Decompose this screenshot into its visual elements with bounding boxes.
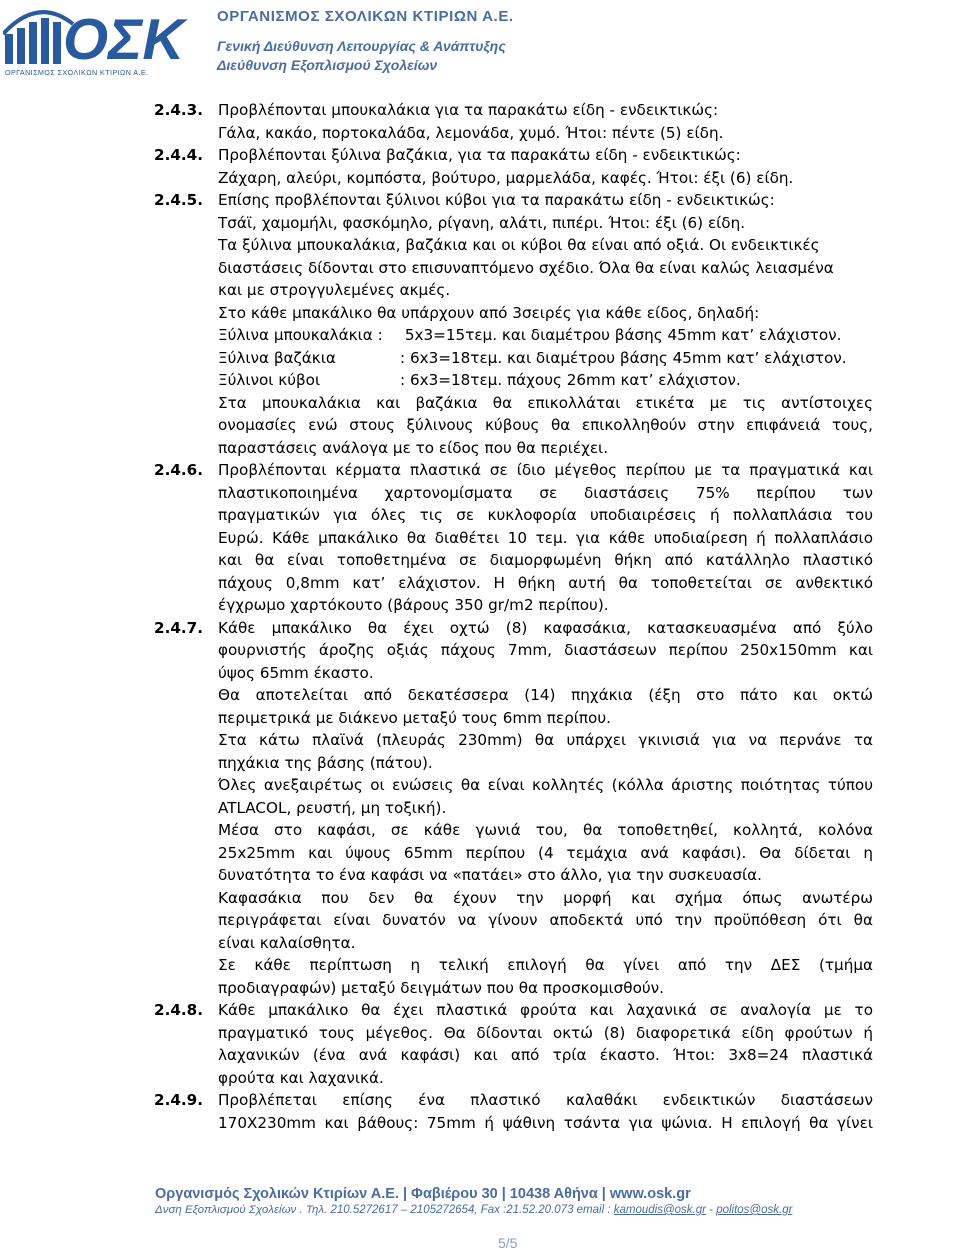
text-line: Προβλέπονται ξύλινα βαζάκια, για τα παρακάτω είδη - ενδεικτικώς: <box>218 146 741 164</box>
page-footer <box>155 1186 792 1216</box>
text-line: Κάθε μπακάλικο θα έχει πλαστικά φρούτα και λαχανικά σε αναλογία με το <box>218 1001 873 1019</box>
section-2-4-6 <box>154 459 874 617</box>
text-line: ύψος 65mm έκαστο. <box>218 663 374 682</box>
osk-logo-graphic <box>3 4 208 78</box>
text-line: πραγματικών για όλες τις σε κυκλοφορία υποδιαιρέσεις ή πολλαπλάσια του <box>218 506 873 524</box>
text-line: Ευρώ. Κάθε μπακάλικο θα διαθέτει 10 τεμ. για κάθε υποδιαίρεση ή πολλαπλάσιο <box>218 528 873 547</box>
text-line: 170Χ230mm και βάθους: 75mm ή ψάθινη τσάντα για ψώνια. Η επιλογή θα γίνει <box>218 1113 873 1132</box>
section-text <box>218 189 873 459</box>
text-line: διαστάσεις δίδονται στο επισυναπτόμενο σχέδιο. Όλα θα είναι καλώς λειασμένα <box>218 258 834 277</box>
section-2-4-4 <box>154 144 874 189</box>
section-number: 2.4.8. <box>154 1001 204 1019</box>
text-line: Προβλέπονται κέρματα πλαστικά σε ίδιο μέγεθος περίπου με τα πραγματικά και <box>218 461 873 479</box>
text-line: 25x25mm και ύψους 65mm περίπου (4 τεμάχια ανά καφάσι). Θα δίδεται η <box>218 843 873 862</box>
text-line: πάχους 0,8mm κατ’ ελάχιστον. Η θήκη αυτή θα τοποθετείται σε ανθεκτικό <box>218 573 873 592</box>
section-2-4-5 <box>154 189 874 459</box>
text-line: Κάθε μπακάλικο θα έχει οχτώ (8) καφασάκια, κατασκευασμένα από ξύλο <box>218 618 873 637</box>
text-line: πλαστικοποιημένα χαρτονομίσματα σε διαστάσεις 75% περίπου των <box>218 483 873 502</box>
text-line: Στο κάθε μπακάλικο θα υπάρχουν από 3σειρές για κάθε είδος, δηλαδή: <box>218 303 760 322</box>
text-line: ATLACOL, ρευστή, μη τοξική). <box>218 798 447 817</box>
email-link-kamoudis[interactable]: kamoudis@osk.gr <box>613 1204 706 1216</box>
footer-contact-text: Δνση Εξοπλισμού Σχολείων . Τηλ. 210.5272617 – 2105272654, Fax :21.52.20.073 email : <box>155 1204 614 1216</box>
osk-logo <box>3 4 208 78</box>
text-line: πηχάκια της βάσης (πάτου). <box>218 753 433 772</box>
text-line: Τσάϊ, χαμομήλι, φασκόμηλο, ρίγανη, αλάτι, πιπέρι. Ήτοι: έξι (6) είδη. <box>218 213 746 232</box>
text-line: λαχανικών (ένα ανά καφάσι) και από τρία έκαστο. Ήτοι: 3x8=24 πλαστικά <box>218 1046 873 1064</box>
text-line: Όλες ανεξαιρέτως οι ενώσεις θα είναι κολλητές (κόλλα άριστης ποιότητας τύπου <box>218 776 873 794</box>
text-line: Στα κάτω πλαϊνά (πλευράς 230mm) θα υπάρχει γκινισιά για να περνάνε τα <box>218 731 873 749</box>
text-line: Στα μπουκαλάκια και βαζάκια θα επικολλάται ετικέτα με τις αντίστοιχες <box>218 393 873 412</box>
section-2-4-3 <box>154 99 874 144</box>
section-text <box>218 999 873 1089</box>
text-line: φρούτα και λαχανικά. <box>218 1068 384 1087</box>
text-line: Τα ξύλινα μπουκαλάκια, βαζάκια και οι κύβοι θα είναι από οξιά. Οι ενδεικτικές <box>218 236 820 254</box>
page-number: 5/5 <box>498 1235 518 1251</box>
spec-label: Ξύλινα μπουκαλάκια : <box>218 326 383 344</box>
text-line: Καφασάκια που δεν θα έχουν την μορφή και σχήμα όπως ανωτέρω <box>218 888 873 907</box>
spec-value: : 6x3=18τεμ. πάχους 26mm κατ’ ελάχιστον. <box>400 371 741 389</box>
text-line: Θα αποτελείται από δεκατέσσερα (14) πηχάκια (έξη στο πάτο και οκτώ <box>218 686 873 704</box>
spec-label: Ξύλινοι κύβοι <box>218 371 321 389</box>
footer-contact <box>155 1204 792 1216</box>
document-body <box>154 99 874 1134</box>
text-line: Γάλα, κακάο, πορτοκαλάδα, λεμονάδα, χυμό. Ήτοι: πέντε (5) είδη. <box>218 123 724 142</box>
section-number: 2.4.9. <box>154 1091 204 1109</box>
page-header <box>0 0 960 80</box>
section-text <box>218 99 873 144</box>
text-line: είναι καλαίσθητα. <box>218 933 356 952</box>
text-line: περιγράφεται είναι δυνατόν να γίνουν αποδεκτά υπό την προϋπόθεση ότι θα <box>218 911 873 929</box>
text-line: Ζάχαρη, αλεύρι, κομπόστα, βούτυρο, μαρμελάδα, καφές. Ήτοι: έξι (6) είδη. <box>218 168 794 187</box>
section-2-4-9 <box>154 1089 874 1134</box>
text-line: παραστάσεις ανάλογα με το είδος που θα περιέχει. <box>218 438 609 457</box>
spec-value: : 6x3=18τεμ. και διαμέτρου βάσης 45mm κατ’ ελάχιστον. <box>400 348 847 367</box>
section-number: 2.4.4. <box>154 146 204 164</box>
email-link-politos[interactable]: politos@osk.gr <box>716 1204 793 1216</box>
logo-caption: ΟΡΓΑΝΙΣΜΟΣ ΣΧΟΛΙΚΩΝ ΚΤΙΡΙΩΝ Α.Ε. <box>5 68 149 77</box>
directorate: Διεύθυνση Εξοπλισμού Σχολείων <box>217 57 438 73</box>
text-line: προδιαγραφών) μεταξύ δειγμάτων που θα προσκομισθούν. <box>218 978 664 997</box>
section-2-4-8 <box>154 999 874 1089</box>
text-line: και με στρογγυλεμένες ακμές. <box>218 281 451 299</box>
text-line: Προβλέπεται επίσης ένα πλαστικό καλαθάκι ενδεικτικών διαστάσεων <box>218 1091 873 1109</box>
text-line: Προβλέπονται μπουκαλάκια για τα παρακάτω είδη - ενδεικτικώς: <box>218 101 719 119</box>
spec-value: 5x3=15τεμ. και διαμέτρου βάσης 45mm κατ’ ελάχιστον. <box>400 326 842 344</box>
header-text <box>217 6 514 73</box>
footer-separator: - <box>705 1204 717 1216</box>
org-name: ΟΡΓΑΝΙΣΜΟΣ ΣΧΟΛΙΚΩΝ ΚΤΙΡΙΩΝ Α.Ε. <box>217 8 514 25</box>
section-number: 2.4.3. <box>154 101 204 119</box>
footer-address: Οργανισμός Σχολικών Κτιρίων Α.Ε. | Φαβιέρου 30 | 10438 Αθήνα | www.osk.gr <box>155 1186 691 1202</box>
section-2-4-7 <box>154 617 874 1000</box>
section-text <box>218 459 873 617</box>
section-number: 2.4.6. <box>154 461 204 479</box>
section-text <box>218 617 873 1000</box>
section-text <box>218 144 873 189</box>
text-line: πραγματικό τους μέγεθος. Θα δίδονται οκτώ (8) διαφορετικά είδη φρούτων ή <box>218 1023 873 1042</box>
spec-row <box>218 369 873 392</box>
section-number: 2.4.7. <box>154 618 204 637</box>
text-line: ονομασίες ενώ στους ξύλινους κύβους θα επικολληθούν στην επιφάνειά τους, <box>218 416 873 434</box>
text-line: έγχρωμο χαρτόκουτο (βάρους 350 gr/m2 περίπου). <box>218 596 609 614</box>
text-line: φουρνιστής άροζης οξιάς πάχους 7mm, διαστάσεων περίπου 250x150mm και <box>218 641 873 659</box>
spec-row <box>218 347 873 370</box>
text-line: Μέσα στο καφάσι, σε κάθε γωνιά του, θα τοποθετηθεί, κολλητά, κολόνα <box>218 821 873 839</box>
text-line: και θα είναι τοποθετημένα σε διαμορφωμένη θήκη από κατάλληλο πλαστικό <box>218 551 873 569</box>
general-directorate: Γενική Διεύθυνση Λειτουργίας & Ανάπτυξης <box>217 38 506 54</box>
text-line: Επίσης προβλέπονται ξύλινοι κύβοι για τα παρακάτω είδη - ενδεικτικώς: <box>218 191 775 209</box>
spec-label: Ξύλινα βαζάκια <box>218 348 336 367</box>
text-line: περιμετρικά με διάκενο μεταξύ τους 6mm περίπου. <box>218 708 611 727</box>
text-line: Σε κάθε περίπτωση η τελική επιλογή θα γίνει από την ΔΕΣ (τμήμα <box>218 956 873 974</box>
spec-row <box>218 324 873 347</box>
section-number: 2.4.5. <box>154 191 204 209</box>
section-text <box>218 1089 873 1134</box>
text-line: δυνατότητα το ένα καφάσι να «πατάει» στο άλλο, για την συσκευασία. <box>218 866 763 884</box>
logo-wordmark: ΟΣΚ <box>63 7 185 72</box>
